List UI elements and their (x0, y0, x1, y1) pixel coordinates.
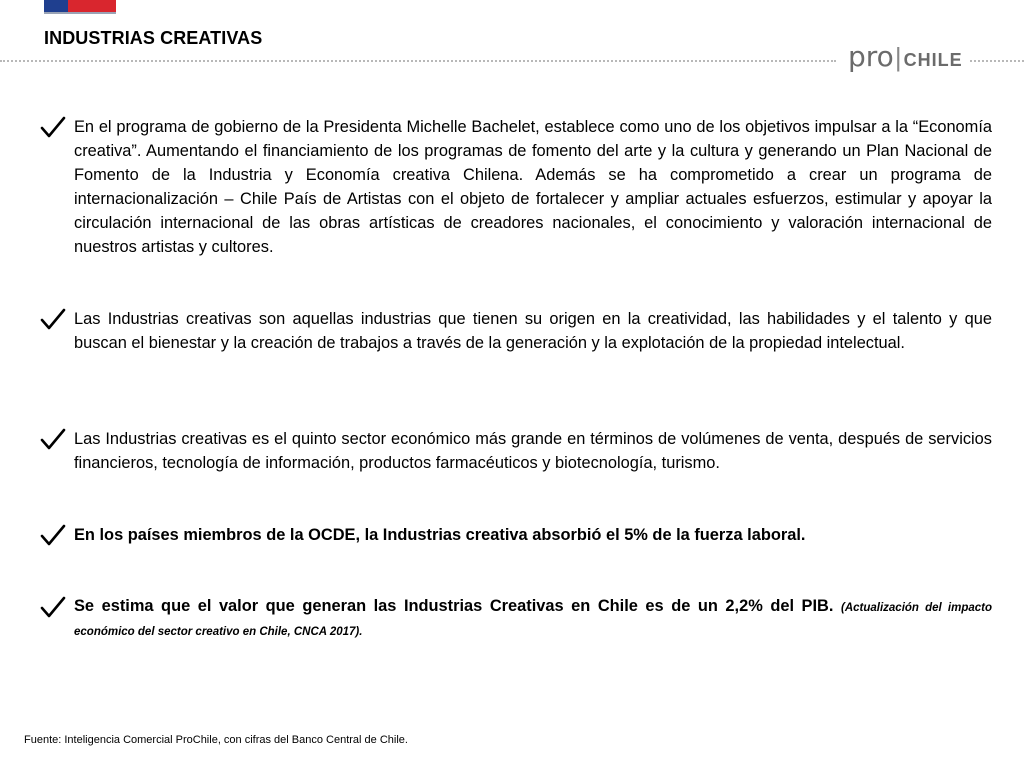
header-divider-left (0, 60, 836, 62)
bullet-text-container (74, 595, 992, 643)
flag-red-block (68, 0, 116, 12)
logo-pro: pro (848, 40, 894, 73)
prochile-logo (848, 40, 963, 74)
bullet-text: Las Industrias creativas es el quinto sector económico más grande en términos de volúmenes de venta, después de servicios financieros, tecnología de información, productos farmacéuticos y biotecnología, turismo. (74, 430, 992, 472)
bullet-item (40, 523, 992, 548)
chile-flag-stripe (44, 0, 116, 12)
bullet-item (40, 307, 992, 355)
bullet-text: Las Industrias creativas son aquellas industrias que tienen su origen en la creatividad, las habilidades y el talento y que buscan el bienestar y la creación de trabajos a través de la generación y la explotación de la propiedad intelectual. (74, 310, 992, 352)
logo-separator: | (894, 42, 902, 72)
check-icon (40, 427, 74, 475)
header-divider-right (970, 60, 1024, 62)
page-title: INDUSTRIAS CREATIVAS (44, 28, 263, 48)
bullet-text: Se estima que el valor que generan las Industrias Creativas en Chile es de un 2,2% del PIB. (74, 597, 834, 615)
check-icon (40, 115, 74, 259)
bullet-item (40, 427, 992, 475)
check-icon (40, 595, 74, 643)
logo-chile: CHILE (903, 50, 963, 70)
check-icon (40, 523, 74, 548)
bullet-text: En los países miembros de la OCDE, la Industrias creativa absorbió el 5% de la fuerza laboral. (74, 526, 806, 544)
bullet-text: En el programa de gobierno de la Presidenta Michelle Bachelet, establece como uno de los objetivos impulsar a la “Economía creativa”. Aumentando el financiamiento de los programas de fomento del arte y la cultura y generando un Plan Nacional de Fomento de la Industria y Economía creativa Chilena. Además se ha comprometido a crear un programa de internacionalización – Chile País de Artistas con el objeto de fortalecer y ampliar actuales esfuerzos, estimular y apoyar la circulación internacional de las obras artísticas de creadores nacionales, el conocimiento y valoración internacional de nuestros artistas y cultores. (74, 118, 992, 256)
flag-blue-block (44, 0, 68, 12)
footer-source: Fuente: Inteligencia Comercial ProChile, con cifras del Banco Central de Chile. (24, 734, 408, 746)
bullet-source-note: (Actualización del impacto económico del sector creativo en Chile, CNCA 2017). (74, 602, 993, 638)
bullet-item (40, 115, 992, 259)
bullet-item (40, 595, 992, 643)
flag-underline (44, 12, 116, 14)
check-icon (40, 307, 74, 355)
